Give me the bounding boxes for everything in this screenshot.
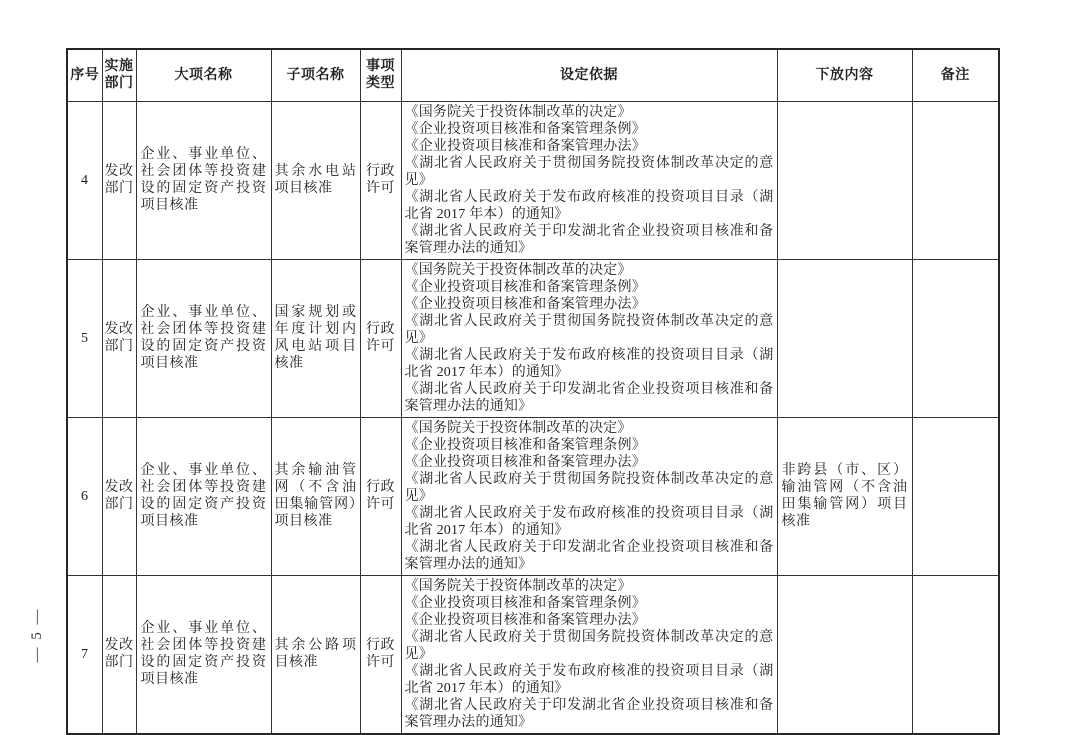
basis-item: 《国务院关于投资体制改革的决定》 bbox=[404, 262, 632, 278]
cell-sub-item: 其余输油管网（不含油田集输管网）项目核准 bbox=[271, 417, 360, 575]
cell-major-item: 企业、事业单位、社会团体等投资建设的固定资产投资项目核准 bbox=[136, 101, 271, 259]
cell-department: 发改部门 bbox=[102, 101, 136, 259]
basis-item: 《湖北省人民政府关于印发湖北省企业投资项目核准和备案管理办法的通知》 bbox=[404, 697, 774, 730]
cell-delegated bbox=[777, 259, 912, 417]
approval-items-table bbox=[66, 48, 1000, 735]
cell-item-type: 行政许可 bbox=[360, 417, 401, 575]
basis-item: 《湖北省人民政府关于印发湖北省企业投资项目核准和备案管理办法的通知》 bbox=[404, 381, 774, 414]
cell-remark bbox=[912, 259, 999, 417]
cell-delegated bbox=[777, 575, 912, 734]
basis-item: 《湖北省人民政府关于贯彻国务院投资体制改革决定的意见》 bbox=[404, 471, 774, 504]
header-remark: 备注 bbox=[912, 49, 999, 101]
basis-item: 《湖北省人民政府关于发布政府核准的投资项目目录（湖北省 2017 年本）的通知》 bbox=[404, 189, 774, 222]
cell-delegated bbox=[777, 101, 912, 259]
table-row bbox=[67, 575, 999, 734]
basis-item: 《企业投资项目核准和备案管理条例》 bbox=[404, 121, 646, 137]
header-delegated: 下放内容 bbox=[777, 49, 912, 101]
basis-item: 《湖北省人民政府关于发布政府核准的投资项目目录（湖北省 2017 年本）的通知》 bbox=[404, 347, 774, 380]
basis-item: 《企业投资项目核准和备案管理条例》 bbox=[404, 595, 646, 611]
table-row bbox=[67, 101, 999, 259]
cell-sub-item: 其余公路项目核准 bbox=[271, 575, 360, 734]
cell-sub-item: 其余水电站项目核准 bbox=[271, 101, 360, 259]
basis-item: 《国务院关于投资体制改革的决定》 bbox=[404, 420, 632, 436]
cell-sub-item: 国家规划或年度计划内风电站项目核准 bbox=[271, 259, 360, 417]
page-number: — 5 — bbox=[28, 607, 45, 663]
basis-item: 《企业投资项目核准和备案管理办法》 bbox=[404, 454, 646, 470]
header-seq: 序号 bbox=[67, 49, 102, 101]
basis-item: 《湖北省人民政府关于贯彻国务院投资体制改革决定的意见》 bbox=[404, 629, 774, 662]
cell-seq: 7 bbox=[67, 575, 102, 734]
cell-item-type: 行政许可 bbox=[360, 101, 401, 259]
cell-major-item: 企业、事业单位、社会团体等投资建设的固定资产投资项目核准 bbox=[136, 575, 271, 734]
header-sub-item: 子项名称 bbox=[271, 49, 360, 101]
cell-basis bbox=[401, 575, 777, 734]
basis-item: 《湖北省人民政府关于印发湖北省企业投资项目核准和备案管理办法的通知》 bbox=[404, 223, 774, 256]
cell-remark bbox=[912, 101, 999, 259]
cell-item-type: 行政许可 bbox=[360, 575, 401, 734]
cell-delegated: 非跨县（市、区）输油管网（不含油田集输管网）项目核准 bbox=[777, 417, 912, 575]
cell-department: 发改部门 bbox=[102, 417, 136, 575]
basis-item: 《企业投资项目核准和备案管理办法》 bbox=[404, 612, 646, 628]
basis-item: 《国务院关于投资体制改革的决定》 bbox=[404, 104, 632, 120]
cell-seq: 5 bbox=[67, 259, 102, 417]
header-major-item: 大项名称 bbox=[136, 49, 271, 101]
basis-item: 《国务院关于投资体制改革的决定》 bbox=[404, 578, 632, 594]
basis-item: 《企业投资项目核准和备案管理条例》 bbox=[404, 279, 646, 295]
cell-remark bbox=[912, 417, 999, 575]
cell-department: 发改部门 bbox=[102, 575, 136, 734]
table-row bbox=[67, 417, 999, 575]
table-header-row bbox=[67, 49, 999, 101]
cell-department: 发改部门 bbox=[102, 259, 136, 417]
basis-item: 《企业投资项目核准和备案管理办法》 bbox=[404, 296, 646, 312]
header-department: 实施部门 bbox=[102, 49, 136, 101]
basis-item: 《湖北省人民政府关于印发湖北省企业投资项目核准和备案管理办法的通知》 bbox=[404, 539, 774, 572]
cell-remark bbox=[912, 575, 999, 734]
cell-basis bbox=[401, 259, 777, 417]
header-basis: 设定依据 bbox=[401, 49, 777, 101]
cell-major-item: 企业、事业单位、社会团体等投资建设的固定资产投资项目核准 bbox=[136, 417, 271, 575]
cell-seq: 4 bbox=[67, 101, 102, 259]
cell-basis bbox=[401, 417, 777, 575]
cell-seq: 6 bbox=[67, 417, 102, 575]
table-row bbox=[67, 259, 999, 417]
cell-basis bbox=[401, 101, 777, 259]
basis-item: 《湖北省人民政府关于发布政府核准的投资项目目录（湖北省 2017 年本）的通知》 bbox=[404, 505, 774, 538]
cell-item-type: 行政许可 bbox=[360, 259, 401, 417]
basis-item: 《企业投资项目核准和备案管理条例》 bbox=[404, 437, 646, 453]
basis-item: 《湖北省人民政府关于贯彻国务院投资体制改革决定的意见》 bbox=[404, 155, 774, 188]
basis-item: 《湖北省人民政府关于发布政府核准的投资项目目录（湖北省 2017 年本）的通知》 bbox=[404, 663, 774, 696]
cell-major-item: 企业、事业单位、社会团体等投资建设的固定资产投资项目核准 bbox=[136, 259, 271, 417]
basis-item: 《企业投资项目核准和备案管理办法》 bbox=[404, 138, 646, 154]
header-item-type: 事项类型 bbox=[360, 49, 401, 101]
basis-item: 《湖北省人民政府关于贯彻国务院投资体制改革决定的意见》 bbox=[404, 313, 774, 346]
